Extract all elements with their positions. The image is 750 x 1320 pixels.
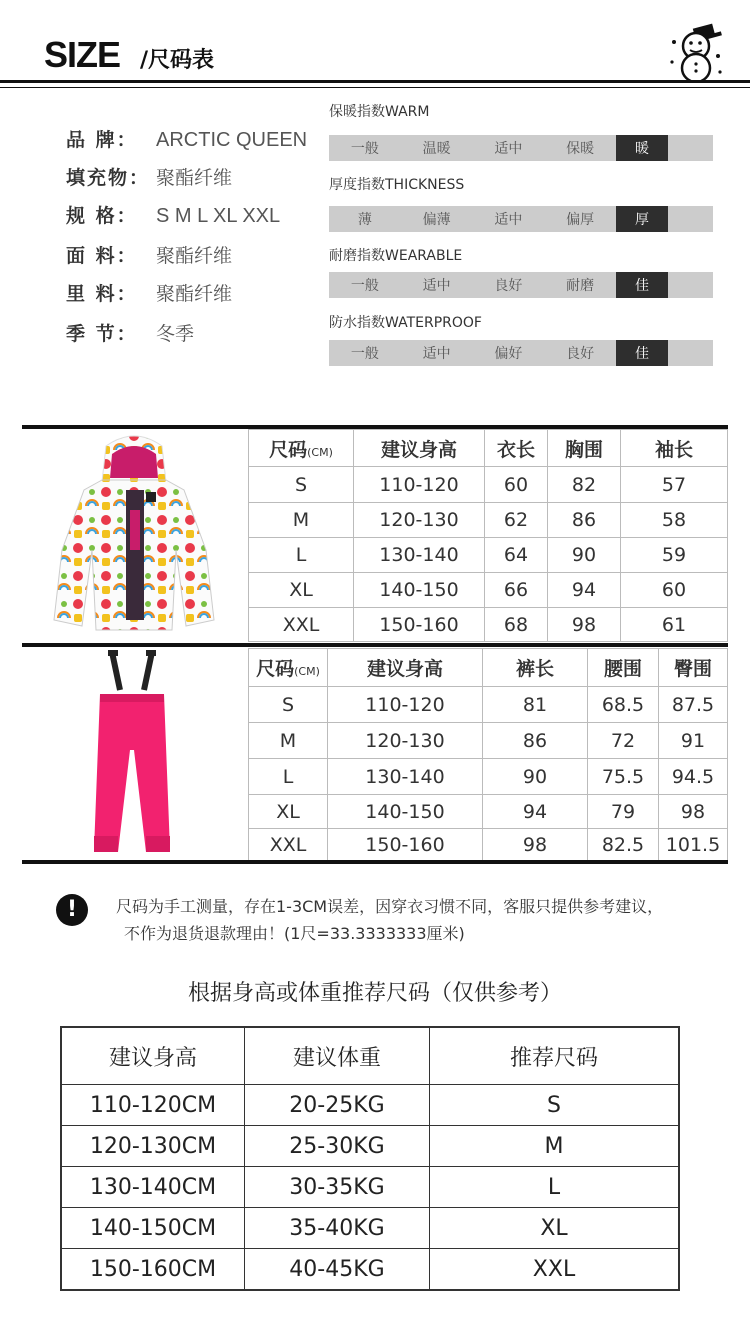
table-row — [249, 759, 728, 795]
cell: 91 — [659, 723, 728, 759]
index-level: 偏厚 — [566, 212, 595, 228]
unit-label: (CM) — [307, 445, 333, 459]
cell: 82 — [548, 467, 621, 503]
cell: 120-130CM — [61, 1126, 245, 1167]
spec-label: 填充物： — [66, 167, 151, 189]
cell-size: S — [249, 687, 328, 723]
cell: 72 — [588, 723, 659, 759]
index-level: 良好 — [494, 278, 523, 294]
table-row — [249, 503, 728, 538]
header-text: 尺码 — [269, 438, 308, 461]
cell: 35-40KG — [245, 1208, 430, 1249]
cell: 87.5 — [659, 687, 728, 723]
pants-image — [86, 650, 176, 858]
cell: 58 — [621, 503, 728, 538]
cell: 94 — [548, 573, 621, 608]
cell: 101.5 — [659, 829, 728, 862]
pants-size-table — [248, 648, 728, 862]
warm-index-title: 保暖指数WARM — [329, 104, 430, 120]
cell: 140-150 — [328, 795, 483, 829]
cell: 98 — [548, 608, 621, 642]
header-divider-thin — [0, 87, 750, 88]
index-level: 一般 — [350, 278, 379, 294]
spec-lining — [66, 279, 232, 306]
cell: 82.5 — [588, 829, 659, 862]
warm-index-bar — [329, 135, 713, 161]
cell: 130-140 — [328, 759, 483, 795]
cell: S — [430, 1085, 680, 1126]
spec-value: 聚酯纤维 — [156, 283, 233, 305]
cell-size: M — [249, 723, 328, 759]
cell: 79 — [588, 795, 659, 829]
col-header-chest: 胸围 — [548, 430, 621, 467]
cell: XXL — [430, 1249, 680, 1291]
cell-size: XL — [249, 795, 328, 829]
table-row — [61, 1126, 679, 1167]
cell: 110-120CM — [61, 1085, 245, 1126]
cell: 120-130 — [328, 723, 483, 759]
jacket-image — [44, 430, 224, 640]
pants-section-top-rule — [22, 643, 728, 647]
wearable-index-title: 耐磨指数WEARABLE — [329, 248, 463, 264]
cell: 90 — [483, 759, 588, 795]
table-row — [249, 687, 728, 723]
header-text: 尺码 — [256, 658, 295, 680]
index-level: 适中 — [422, 278, 451, 294]
thickness-index-bar — [329, 206, 713, 232]
index-level: 良好 — [566, 346, 595, 362]
title-size-chart-cn: /尺码表 — [140, 48, 215, 73]
spec-fabric — [66, 241, 232, 268]
col-header-pants-length: 裤长 — [483, 649, 588, 687]
cell-size: L — [249, 538, 354, 573]
table-header-row — [249, 649, 728, 687]
spec-value: 聚酯纤维 — [156, 245, 233, 267]
index-level: 一般 — [350, 141, 379, 157]
recommend-table — [60, 1026, 680, 1291]
cell: 98 — [483, 829, 588, 862]
spec-label: 里 料： — [66, 283, 138, 305]
index-level: 适中 — [422, 346, 451, 362]
cell-size: S — [249, 467, 354, 503]
cell: XL — [430, 1208, 680, 1249]
spec-label: 面 料： — [66, 245, 138, 267]
notice-line-1: 尺码为手工测量，存在1-3CM误差，因穿衣习惯不同，客服只提供参考建议， — [116, 897, 664, 916]
snowman-icon — [664, 22, 726, 82]
cell: 110-120 — [328, 687, 483, 723]
cell: 130-140CM — [61, 1167, 245, 1208]
title-size: SIZE — [44, 34, 121, 75]
spec-value: S M L XL XXL — [156, 205, 281, 227]
spec-label: 季 节： — [66, 323, 138, 345]
cell-size: XL — [249, 573, 354, 608]
col-header-height: 建议身高 — [61, 1027, 245, 1085]
col-header-sleeve: 袖长 — [621, 430, 728, 467]
cell: 110-120 — [354, 467, 485, 503]
cell: 140-150CM — [61, 1208, 245, 1249]
cell: 140-150 — [354, 573, 485, 608]
table-row — [249, 538, 728, 573]
table-row — [61, 1249, 679, 1291]
index-bar-tail — [668, 272, 713, 298]
col-header-size: 推荐尺码 — [430, 1027, 680, 1085]
exclamation-icon: ! — [56, 894, 88, 926]
table-row — [61, 1208, 679, 1249]
col-header-weight: 建议体重 — [245, 1027, 430, 1085]
jacket-size-table — [248, 429, 728, 642]
col-header-size — [249, 430, 354, 467]
col-header-waist: 腰围 — [588, 649, 659, 687]
cell: M — [430, 1126, 680, 1167]
cell: 150-160CM — [61, 1249, 245, 1291]
cell: 30-35KG — [245, 1167, 430, 1208]
notice-line-2: 不作为退货退款理由！(1尺=33.3333333厘米) — [124, 924, 465, 943]
cell: 68.5 — [588, 687, 659, 723]
col-header-length: 衣长 — [485, 430, 548, 467]
unit-label: (CM) — [294, 665, 320, 678]
index-level: 偏好 — [494, 346, 523, 362]
cell: 150-160 — [328, 829, 483, 862]
table-row — [249, 608, 728, 642]
wearable-index-bar — [329, 272, 713, 298]
col-header-size — [249, 649, 328, 687]
table-row — [249, 723, 728, 759]
cell: 20-25KG — [245, 1085, 430, 1126]
index-level: 薄 — [357, 212, 372, 228]
cell-size: XXL — [249, 608, 354, 642]
cell: 81 — [483, 687, 588, 723]
table-row — [249, 829, 728, 862]
cell: 59 — [621, 538, 728, 573]
table-row — [249, 573, 728, 608]
cell: 86 — [483, 723, 588, 759]
spec-label: 规 格： — [66, 205, 138, 227]
spec-value: 聚酯纤维 — [156, 167, 233, 189]
index-level: 保暖 — [566, 141, 595, 157]
index-level-active: 厚 — [616, 206, 668, 232]
spec-sizes — [66, 201, 280, 228]
cell: 94.5 — [659, 759, 728, 795]
cell: 66 — [485, 573, 548, 608]
cell: 64 — [485, 538, 548, 573]
cell: 60 — [621, 573, 728, 608]
table-header-row — [61, 1027, 679, 1085]
cell: 94 — [483, 795, 588, 829]
table-row — [249, 795, 728, 829]
cell-size: XXL — [249, 829, 328, 862]
cell: 86 — [548, 503, 621, 538]
index-level: 耐磨 — [566, 278, 595, 294]
table-row — [61, 1085, 679, 1126]
spec-label: 品 牌： — [66, 129, 138, 151]
spec-season — [66, 319, 194, 346]
index-level-active: 暖 — [616, 135, 668, 161]
table-header-row — [249, 430, 728, 467]
cell: 40-45KG — [245, 1249, 430, 1291]
cell: 68 — [485, 608, 548, 642]
spec-value: ARCTIC QUEEN — [156, 129, 308, 151]
cell: 98 — [659, 795, 728, 829]
cell-size: L — [249, 759, 328, 795]
pants-section-bottom-rule — [22, 860, 728, 864]
thickness-index-title: 厚度指数THICKNESS — [329, 177, 465, 193]
cell: 60 — [485, 467, 548, 503]
recommend-title: 根据身高或体重推荐尺码（仅供参考） — [187, 981, 562, 1006]
cell: 25-30KG — [245, 1126, 430, 1167]
index-level: 适中 — [494, 141, 523, 157]
waterproof-index-bar — [329, 340, 713, 366]
index-level: 温暖 — [422, 141, 451, 157]
index-level: 偏薄 — [422, 212, 451, 228]
cell: L — [430, 1167, 680, 1208]
spec-brand — [66, 125, 307, 152]
header-divider — [0, 80, 750, 83]
index-level: 一般 — [350, 346, 379, 362]
cell: 75.5 — [588, 759, 659, 795]
cell: 120-130 — [354, 503, 485, 538]
index-bar-tail — [668, 340, 713, 366]
cell: 130-140 — [354, 538, 485, 573]
spec-value: 冬季 — [156, 323, 195, 345]
cell: 57 — [621, 467, 728, 503]
index-bar-tail — [668, 206, 713, 232]
index-level-active: 佳 — [616, 272, 668, 298]
cell: 150-160 — [354, 608, 485, 642]
index-level: 适中 — [494, 212, 523, 228]
cell: 62 — [485, 503, 548, 538]
col-header-height: 建议身高 — [328, 649, 483, 687]
col-header-hip: 臀围 — [659, 649, 728, 687]
index-bar-tail — [668, 135, 713, 161]
spec-filling — [66, 163, 232, 190]
table-row — [61, 1167, 679, 1208]
measurement-notice — [116, 893, 726, 947]
index-level-active: 佳 — [616, 340, 668, 366]
col-header-height: 建议身高 — [354, 430, 485, 467]
cell-size: M — [249, 503, 354, 538]
waterproof-index-title: 防水指数WATERPROOF — [329, 315, 482, 331]
cell: 61 — [621, 608, 728, 642]
table-row — [249, 467, 728, 503]
cell: 90 — [548, 538, 621, 573]
